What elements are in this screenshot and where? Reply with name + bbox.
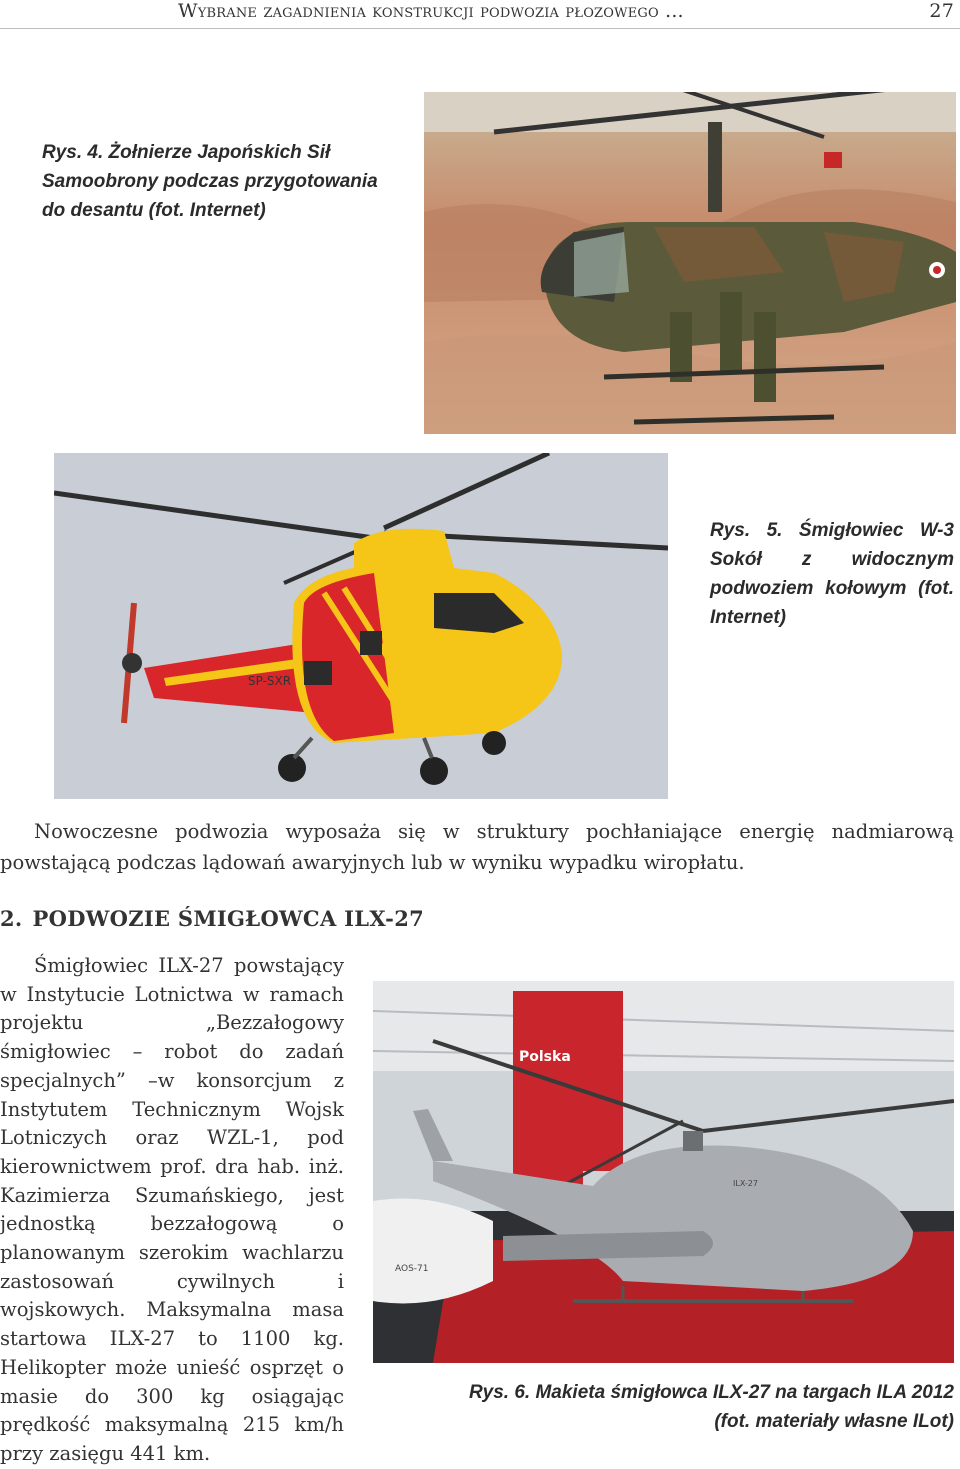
section-number: 2. — [0, 906, 23, 931]
booth-banner-text: Polska — [519, 1049, 571, 1065]
registration-mark: SP-SXR — [248, 674, 292, 688]
page-number: 27 — [929, 0, 954, 22]
section-heading — [0, 906, 424, 931]
section-title: PODWOZIE ŚMIGŁOWCA ILX-27 — [32, 906, 425, 931]
figure-4-photo — [424, 92, 956, 434]
figure-6-caption-line2: (fot. materiały własne ILot) — [714, 1411, 954, 1432]
running-header-title: Wybrane zagadnienia konstrukcji podwozia płozowego ... — [178, 0, 684, 22]
figure-5-photo — [54, 453, 668, 799]
exhibit-text: ILX-27 — [733, 1179, 758, 1188]
section-paragraph: Śmigłowiec ILX-27 powstający w Instytucie Lotnictwa w ramach projektu „Bezzałogowy śmigłowiec – robot do zadań specjalnych” –w konsorcjum z Instytutem Technicznym Wojsk Lotniczych oraz WZL-1, pod kierownictwem prof. dra hab. inż. Kazimierza Szumańskiego, jest jednostką bezzałogową o planowanym szerokim wachlarzu zastosowań cywilnych i wojskowych. Maksymalna masa startowa ILX-27 to 1100 kg. Helikopter może unieść osprzęt o masie do 300 kg osiągając prędkość maksymalną 215 km/h przy zasięgu 441 km. — [0, 954, 344, 1465]
figure-6-photo — [373, 981, 954, 1363]
running-header — [178, 0, 954, 24]
figure-4-caption: Rys. 4. Żołnierze Japońskich Sił Samoobrony podczas przygotowania do desantu (fot. Internet) — [42, 142, 378, 221]
intro-paragraph: Nowoczesne podwozia wyposaża się w struktury pochłaniające energię nadmiarową powstającą podczas lądowań awaryjnych lub w wyniku wypadku wiropłatu. — [0, 820, 954, 874]
side-aircraft-text: AOS-71 — [395, 1264, 429, 1274]
header-rule — [0, 28, 960, 29]
figure-6-caption-line1: Rys. 6. Makieta śmigłowca ILX-27 na targach ILA 2012 — [468, 1382, 954, 1403]
figure-6-caption — [420, 1378, 954, 1436]
figure-5-caption: Rys. 5. Śmigłowiec W-3 Sokół z widocznym podwoziem kołowym (fot. Internet) — [710, 520, 954, 628]
